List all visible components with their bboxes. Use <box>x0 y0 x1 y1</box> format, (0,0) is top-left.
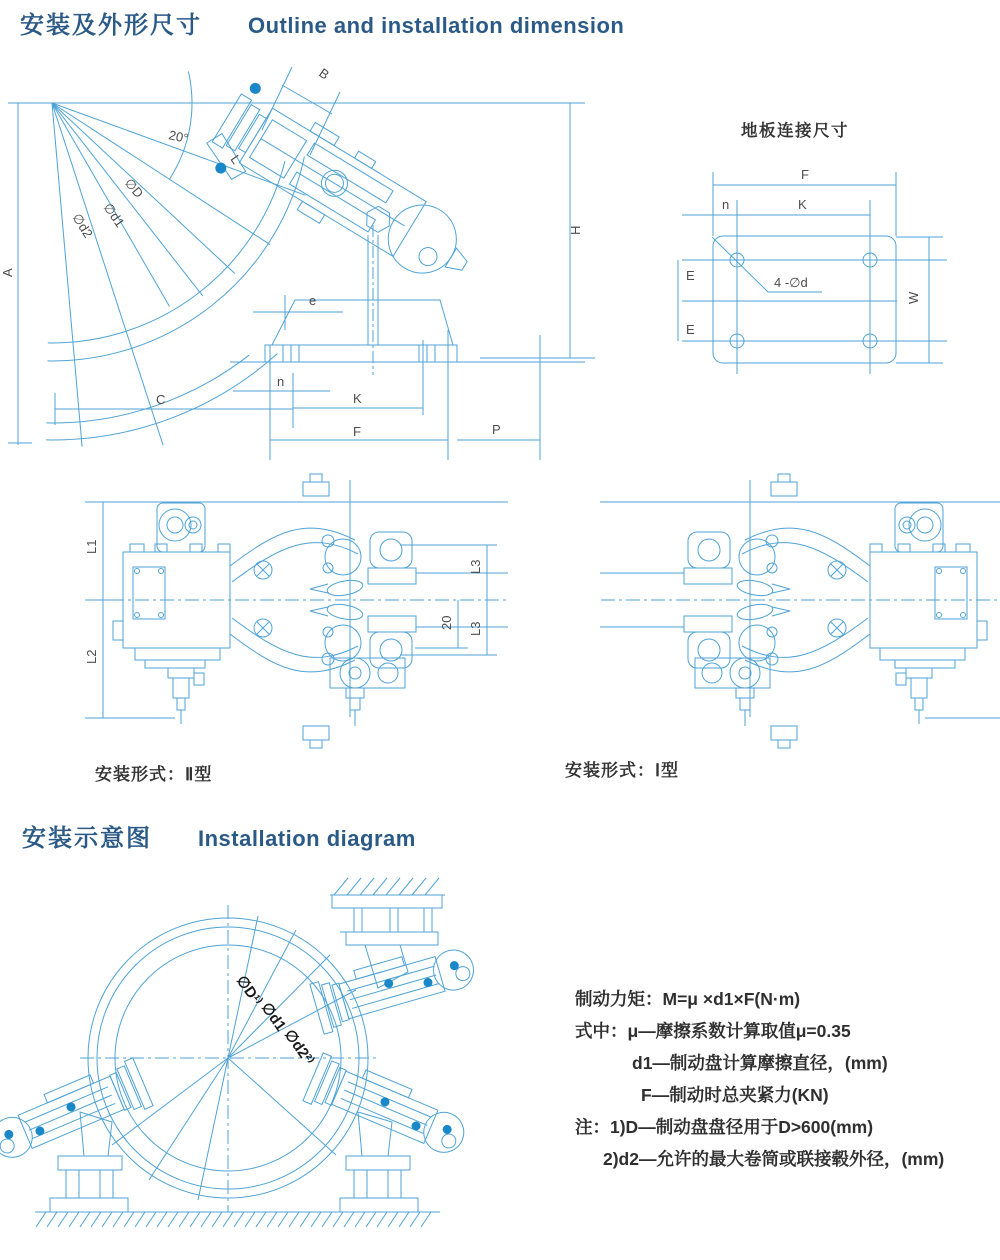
installation-section-heading <box>22 818 416 853</box>
label-angle-20: 20° <box>167 127 190 147</box>
outline-heading-zh: 安装及外形尺寸 <box>20 12 202 39</box>
note-line-F: F—制动时总夹紧力(KN) <box>641 1085 829 1105</box>
caption-type2: 安装形式：Ⅱ型 <box>95 765 213 784</box>
label-D: ∅D <box>121 175 147 201</box>
label-L3-bottom: L3 <box>468 621 483 636</box>
caliper-top <box>310 939 480 1035</box>
label-plate-W: W <box>906 291 921 304</box>
outline-section-heading <box>20 5 624 40</box>
ceiling-mount <box>330 878 445 988</box>
pedestal-right <box>340 1112 418 1212</box>
label-plate-F: F <box>801 167 809 182</box>
bolt-dot <box>248 81 263 96</box>
disc-rim-arcs <box>46 157 304 440</box>
pedestal-base <box>230 225 585 375</box>
label-n: n <box>277 374 285 389</box>
installation-diagram-drawing <box>0 860 570 1260</box>
installation-labels <box>233 973 318 1069</box>
caliper-right <box>303 1052 473 1164</box>
note-line-note2: 2)d2—允许的最大卷筒或联接毂外径，(mm) <box>603 1149 945 1169</box>
note-line-note1: 注：1)D—制动盘盘径用于D>600(mm) <box>575 1117 874 1137</box>
label-H: H <box>568 225 583 235</box>
side-view-dimensions <box>95 502 497 718</box>
label-L: L <box>227 152 244 167</box>
side-view-type1-drawing <box>600 470 1000 755</box>
label-K: K <box>353 391 362 406</box>
floor-connection-drawing <box>650 110 960 390</box>
note-line-d1: d1—制动盘计算摩擦直径，(mm) <box>632 1053 888 1073</box>
installation-heading-zh: 安装示意图 <box>22 825 152 852</box>
label-20: 20 <box>439 615 454 630</box>
label-plate-K: K <box>798 197 807 212</box>
label-L2: L2 <box>84 649 99 664</box>
label-L1: L1 <box>84 539 99 554</box>
label-L3-top: L3 <box>468 559 483 574</box>
ground-hatch <box>35 1212 440 1227</box>
floor-plate-title: 地板连接尺寸 <box>741 122 849 140</box>
label-e: e <box>309 293 317 308</box>
thruster-caliper-assembly <box>197 77 490 307</box>
disc-radial-lines <box>52 103 306 447</box>
base-plate-outline <box>713 236 896 363</box>
label-A: A <box>0 268 15 277</box>
caption-type1: 安装形式：Ⅰ型 <box>565 761 680 780</box>
label-C: C <box>156 392 166 407</box>
outline-heading-en: Outline and installation dimension <box>248 13 625 38</box>
label-plate-n: n <box>722 197 730 212</box>
label-install-D: ∅D¹⁾ <box>232 972 266 1009</box>
angle-arc <box>169 72 192 180</box>
side-view-labels <box>84 540 483 664</box>
caliper-left <box>0 1057 153 1169</box>
installation-heading-en: Installation diagram <box>198 826 416 851</box>
note-line-mu: 式中：μ—摩擦系数计算取值μ=0.35 <box>575 1021 851 1041</box>
label-B: B <box>316 65 332 83</box>
label-install-d2: ∅d2²⁾ <box>280 1026 318 1069</box>
label-plate-holes: 4 -∅d <box>774 275 808 290</box>
handwheel-end <box>376 192 469 285</box>
note-line-torque: 制动力矩：M=μ ×d1×F(N·m) <box>575 989 801 1009</box>
label-F: F <box>353 424 361 439</box>
outline-dimension-drawing <box>0 55 600 467</box>
outline-drawing-labels <box>0 65 583 439</box>
label-P: P <box>492 422 501 437</box>
brake-torque-notes <box>575 983 995 1175</box>
floor-plate-labels <box>686 167 921 337</box>
label-d2: ∅d2 <box>69 210 96 241</box>
brake-disc <box>80 905 380 1212</box>
label-install-d1: ∅d1 <box>257 999 290 1035</box>
label-plate-E1: E <box>686 268 695 283</box>
label-plate-E2: E <box>686 322 695 337</box>
side-view-type2-drawing <box>60 470 510 755</box>
label-d1: ∅d1 <box>100 200 128 230</box>
